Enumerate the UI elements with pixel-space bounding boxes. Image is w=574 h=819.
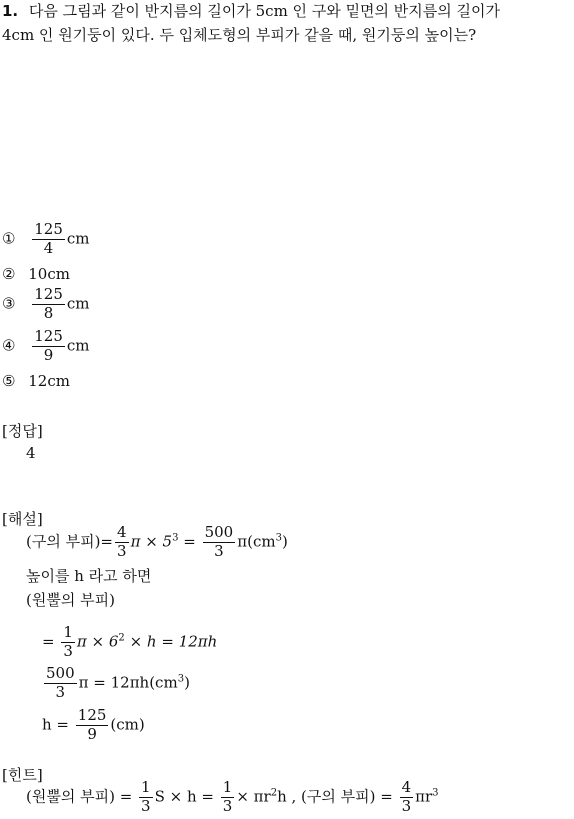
choice-unit: cm <box>66 294 90 313</box>
fraction: $\frac{500}{3}$ <box>204 523 234 560</box>
choice-unit: cm <box>66 336 90 355</box>
choice-5[interactable] <box>2 372 70 390</box>
fraction: $\frac{4}{3}$ <box>117 523 127 560</box>
question-line-2 <box>2 24 476 45</box>
choice-3[interactable] <box>2 287 90 322</box>
answer-label: [정답] <box>2 422 43 440</box>
question-text-2: 4cm 인 원기둥이 있다. 두 입체도형의 부피가 같을 때, 원기둥의 높이는? <box>2 26 477 44</box>
question-number: 1. <box>2 2 19 20</box>
fraction: $\frac{125}{9}$ <box>77 706 107 743</box>
explanation-line-3: (원뿔의 부피) <box>26 591 115 609</box>
hint-line: (원뿔의 부피) = $\frac{1}{3}$ S × h = $\frac{1}{3}$ × $\pi r^2h$ , (구의 부피) = $\frac{4}{3}$ $\pi r^3$ <box>26 778 439 815</box>
fraction: $\frac{500}{3}$ <box>46 664 75 701</box>
explanation-line-6: h = $\frac{125}{9}$ (cm) <box>42 706 145 743</box>
choice-text: 10cm <box>28 265 70 283</box>
fraction: $\frac{1}{3}$ <box>222 778 233 815</box>
question-line-1 <box>2 0 500 21</box>
choice-unit: cm <box>66 229 90 248</box>
fraction: $\frac{1}{3}$ <box>63 623 73 660</box>
fraction: $\frac{1}{3}$ <box>141 778 151 815</box>
hint-label: [힌트] <box>2 766 43 784</box>
question-text-1: 다음 그림과 같이 반지름의 길이가 5cm 인 구와 밑면의 반지름의 길이가 <box>28 2 501 20</box>
choice-4[interactable] <box>2 329 90 364</box>
choice-fraction: $\frac{125}{8}$ <box>34 285 63 322</box>
choice-fraction: $\frac{125}{4}$ <box>34 220 63 257</box>
choice-2[interactable] <box>2 265 70 283</box>
answer-value: 4 <box>26 444 36 462</box>
choice-marker: ⑤ <box>2 372 16 390</box>
choice-marker: ④ <box>2 336 16 355</box>
choice-1[interactable] <box>2 222 90 257</box>
choice-fraction: $\frac{125}{9}$ <box>34 327 63 364</box>
choice-text: 12cm <box>28 372 70 390</box>
fraction: $\frac{4}{3}$ <box>401 778 412 815</box>
explanation-line-5: $\frac{500}{3}$ $\pi = 12\pi h(cm^3)$ <box>46 664 190 701</box>
explanation-line-1: (구의 부피)= $\frac{4}{3}$ $\pi \times 5^3$ = $\frac{500}{3}$ $\pi(cm^3)$ <box>26 523 288 560</box>
choice-marker: ③ <box>2 294 16 313</box>
choice-marker: ① <box>2 229 16 248</box>
explanation-line-2: 높이를 h 라고 하면 <box>26 567 152 585</box>
explanation-line-4: = $\frac{1}{3}$ $\pi \times 6^2 \times h = 12\pi h$ <box>42 623 218 660</box>
choice-marker: ② <box>2 265 16 283</box>
explanation-label: [해설] <box>2 510 43 528</box>
